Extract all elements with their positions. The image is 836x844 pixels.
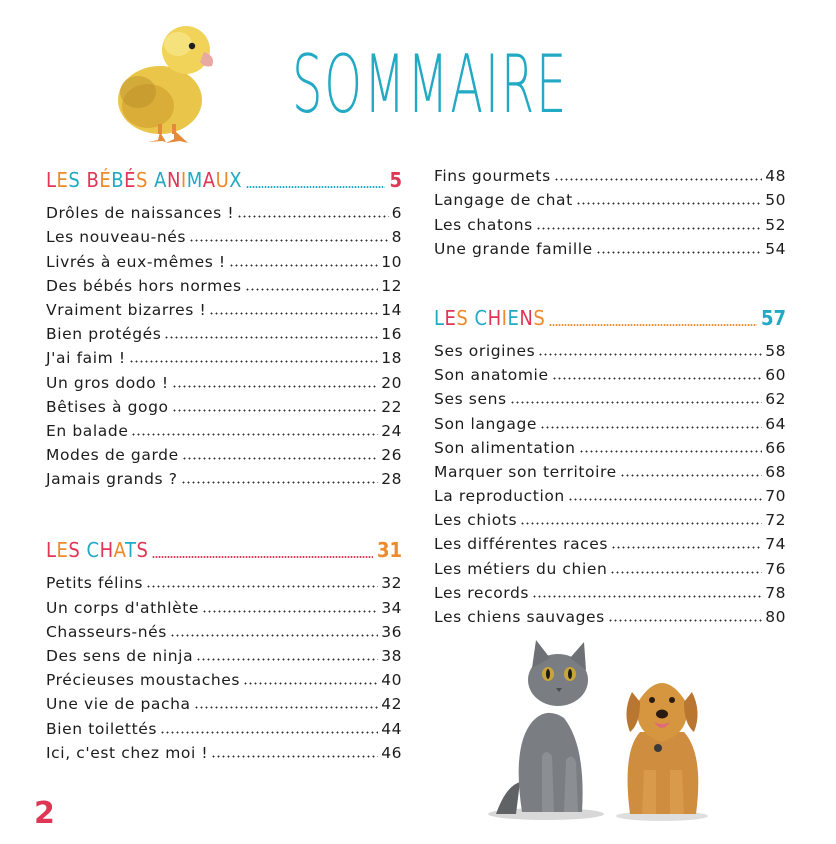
section-title-letter: H — [99, 538, 114, 563]
section-title-letter: I — [501, 305, 508, 330]
leader-dots — [209, 312, 378, 315]
toc-entry-label: Ses origines — [434, 341, 536, 360]
section-page: 57 — [760, 305, 786, 330]
toc-entry[interactable] — [46, 739, 402, 763]
toc-entry-label: Les records — [434, 583, 530, 602]
toc-entry-label: Un gros dodo ! — [46, 373, 169, 392]
leader-dots — [131, 433, 378, 436]
toc-entry-label: Petits félins — [46, 574, 144, 593]
toc-entry-page: 24 — [381, 421, 402, 440]
leader-dots — [194, 706, 379, 709]
section-title-letter: B — [86, 168, 100, 192]
toc-entry-label: Jamais grands ? — [46, 470, 178, 489]
toc-entry-page: 70 — [765, 487, 786, 506]
toc-entry-label: Les nouveau-nés — [46, 228, 187, 247]
section-title-letter: E — [444, 305, 457, 330]
cat-illustration — [486, 636, 616, 822]
section-title-letter: É — [124, 168, 136, 192]
toc-entry[interactable] — [46, 368, 402, 392]
toc-entry-page: 18 — [381, 349, 402, 368]
leader-dots — [172, 409, 379, 412]
section-title-letter: E — [56, 538, 69, 563]
toc-right-column — [434, 162, 786, 627]
toc-entry[interactable] — [46, 344, 402, 368]
leader-dots — [196, 658, 378, 661]
section-title — [46, 539, 148, 561]
toc-entry-page: 28 — [381, 470, 402, 489]
toc-entry-page: 12 — [381, 276, 402, 295]
toc-entry-label: Ici, c'est chez moi ! — [46, 743, 209, 762]
toc-entry[interactable] — [46, 199, 402, 223]
toc-entry[interactable] — [434, 554, 786, 578]
toc-entry-label: Un corps d'athlète — [46, 598, 200, 617]
toc-entry-label: Drôles de naissances ! — [46, 204, 235, 223]
toc-entry-label: La reproduction — [434, 487, 565, 506]
toc-entry-page: 42 — [381, 695, 402, 714]
leader-dots — [568, 498, 762, 501]
leader-dots — [532, 595, 762, 598]
toc-entry-page: 64 — [765, 414, 786, 433]
toc-entry[interactable] — [434, 506, 786, 530]
section-title-letter: E — [507, 305, 520, 330]
entries-bebes-animaux — [46, 199, 402, 489]
section-title-letter: S — [68, 538, 87, 563]
toc-entry[interactable] — [46, 593, 402, 617]
leader-dots — [536, 227, 762, 230]
toc-entry-page: 8 — [391, 228, 402, 247]
leader-dots — [246, 186, 385, 188]
toc-entry-page: 68 — [765, 462, 786, 481]
toc-entry[interactable] — [434, 603, 786, 627]
toc-entry[interactable] — [434, 434, 786, 458]
leader-dots — [237, 215, 388, 218]
toc-entry-page: 62 — [765, 390, 786, 409]
leader-dots — [520, 522, 762, 525]
toc-entry-label: Les chiots — [434, 511, 518, 530]
toc-entry-label: Livrés à eux-mêmes ! — [46, 252, 226, 271]
section-title-letter: S — [136, 538, 149, 563]
leader-dots — [129, 360, 379, 363]
section-title-letter: N — [519, 305, 534, 330]
toc-entry[interactable] — [434, 186, 786, 210]
toc-entry-page: 32 — [381, 574, 402, 593]
leader-dots — [510, 401, 763, 404]
toc-entry[interactable] — [46, 714, 402, 738]
toc-entry[interactable] — [434, 482, 786, 506]
section-page: 5 — [389, 168, 402, 192]
toc-entry[interactable] — [46, 320, 402, 344]
toc-entry-label: Les métiers du chien — [434, 559, 608, 578]
entries-chiens — [434, 337, 786, 627]
leader-dots — [229, 264, 379, 267]
leader-dots — [172, 385, 379, 388]
toc-entry[interactable] — [434, 579, 786, 603]
toc-entry-page: 10 — [381, 252, 402, 271]
toc-entry-label: Les différentes races — [434, 535, 609, 554]
toc-entry-label: Modes de garde — [46, 446, 179, 465]
toc-entry[interactable] — [46, 465, 402, 489]
toc-entry-label: Ses sens — [434, 390, 507, 409]
section-title-letter: I — [180, 168, 187, 192]
toc-entry-label: Langage de chat — [434, 191, 573, 210]
section-title-letter: L — [46, 538, 57, 563]
toc-entry[interactable] — [46, 417, 402, 441]
leader-dots — [152, 556, 373, 558]
toc-entry-page: 14 — [381, 300, 402, 319]
toc-entry[interactable] — [434, 530, 786, 554]
toc-left-column — [46, 163, 402, 763]
toc-entry-label: Chasseurs-nés — [46, 622, 167, 641]
leader-dots — [189, 239, 389, 242]
toc-entry-page: 74 — [765, 535, 786, 554]
section-title-letter: S — [68, 168, 87, 192]
toc-entry-label: Son alimentation — [434, 438, 576, 457]
leader-dots — [538, 353, 762, 356]
section-title-letter: S — [533, 305, 546, 330]
section-title — [46, 169, 242, 191]
section-header-chiens[interactable] — [434, 301, 786, 329]
leader-dots — [596, 251, 762, 254]
section-title-letter: A — [154, 168, 167, 192]
toc-entry-label: Marquer son territoire — [434, 462, 617, 481]
section-title-letter: X — [229, 168, 243, 192]
leader-dots — [170, 634, 378, 637]
toc-entry-page: 48 — [765, 167, 786, 186]
leader-dots — [245, 288, 379, 291]
section-header-chats[interactable] — [46, 533, 402, 561]
toc-entry-label: Précieuses moustaches — [46, 671, 241, 690]
toc-entry-page: 80 — [765, 608, 786, 626]
toc-entry-page: 38 — [381, 647, 402, 665]
section-title-letter: A — [113, 538, 125, 563]
toc-entry-page: 46 — [381, 743, 402, 762]
toc-entry[interactable] — [434, 337, 786, 361]
toc-entry-label: Son anatomie — [434, 366, 549, 385]
section-page: 31 — [376, 538, 402, 563]
toc-entry-label: Des bébés hors normes — [46, 276, 242, 295]
toc-entry-page: 50 — [765, 191, 786, 210]
leader-dots — [554, 178, 763, 181]
section-title — [434, 307, 545, 329]
leader-dots — [610, 571, 762, 574]
toc-entry[interactable] — [434, 409, 786, 433]
section-title-letter: S — [135, 168, 155, 192]
entries-chats-continued — [434, 162, 786, 259]
section-title-letter: A — [202, 168, 216, 192]
toc-entry-page: 20 — [381, 373, 402, 392]
leader-dots — [608, 619, 762, 622]
toc-entry-page: 52 — [765, 215, 786, 234]
toc-entry-page: 66 — [765, 438, 786, 457]
leader-dots — [243, 682, 378, 685]
toc-entry-page: 22 — [381, 397, 402, 416]
toc-entry-label: Son langage — [434, 414, 538, 433]
section-title-letter: L — [434, 305, 445, 330]
toc-entry[interactable] — [46, 690, 402, 714]
leader-dots — [540, 426, 762, 429]
leader-dots — [146, 585, 378, 588]
toc-entry[interactable] — [434, 235, 786, 259]
section-title-letter: É — [99, 168, 112, 192]
leader-dots — [164, 336, 378, 339]
page-title: SOMMAIRE — [292, 38, 569, 131]
toc-entry-label: En balade — [46, 421, 129, 440]
leader-dots — [181, 481, 379, 484]
leader-dots — [576, 202, 762, 205]
toc-entry-label: Vraiment bizarres ! — [46, 300, 207, 319]
toc-entry-label: Des sens de ninja — [46, 647, 194, 665]
section-title-letter: N — [166, 168, 181, 192]
toc-entry-page: 58 — [765, 341, 786, 360]
toc-entry-page: 44 — [381, 719, 402, 738]
toc-entry-page: 72 — [765, 511, 786, 530]
section-title-letter: B — [111, 168, 125, 192]
leader-dots — [160, 731, 378, 734]
toc-entry-page: 16 — [381, 325, 402, 344]
toc-entry-page: 54 — [765, 239, 786, 258]
toc-entry[interactable] — [46, 247, 402, 271]
toc-entry-label: Bien protégés — [46, 325, 162, 344]
toc-entry-label: Les chatons — [434, 215, 533, 234]
dog-illustration — [612, 662, 712, 822]
toc-entry[interactable] — [46, 618, 402, 642]
toc-entry[interactable] — [46, 272, 402, 296]
section-title-letter: C — [86, 538, 100, 563]
leader-dots — [552, 377, 763, 380]
section-title-letter: L — [46, 168, 57, 192]
toc-entry-label: Bien toilettés — [46, 719, 158, 738]
toc-entry[interactable] — [434, 458, 786, 482]
leader-dots — [182, 457, 379, 460]
leader-dots — [579, 450, 763, 453]
toc-entry-page: 40 — [381, 671, 402, 690]
toc-entry-label: Une vie de pacha — [46, 695, 191, 714]
toc-entry-page: 60 — [765, 366, 786, 385]
leader-dots — [611, 546, 762, 549]
toc-entry-page: 76 — [765, 559, 786, 578]
section-header-bebes-animaux[interactable] — [46, 163, 402, 191]
page-number: 2 — [34, 796, 55, 831]
toc-entry[interactable] — [46, 296, 402, 320]
section-title-letter: S — [456, 305, 475, 330]
toc-entry-label: J'ai faim ! — [46, 349, 126, 368]
toc-entry-page: 6 — [391, 204, 402, 223]
leader-dots — [549, 324, 757, 326]
toc-entry[interactable] — [434, 361, 786, 385]
toc-entry[interactable] — [46, 569, 402, 593]
leader-dots — [211, 755, 378, 758]
section-title-letter: T — [124, 538, 137, 563]
entries-chats — [46, 569, 402, 763]
section-title-letter: E — [56, 168, 69, 192]
section-title-letter: U — [215, 168, 230, 192]
leader-dots — [202, 610, 378, 613]
toc-entry-label: Une grande famille — [434, 239, 593, 258]
toc-entry-label: Les chiens sauvages — [434, 608, 605, 626]
toc-entry[interactable] — [434, 162, 786, 186]
section-title-letter: H — [487, 305, 502, 330]
toc-entry[interactable] — [46, 642, 402, 666]
toc-entry[interactable] — [434, 210, 786, 234]
toc-entry[interactable] — [46, 223, 402, 247]
toc-entry[interactable] — [434, 385, 786, 409]
toc-entry-page: 78 — [765, 583, 786, 602]
leader-dots — [620, 474, 762, 477]
toc-entry[interactable] — [46, 666, 402, 690]
toc-entry-label: Fins gourmets — [434, 167, 551, 186]
section-title-letter: M — [186, 168, 203, 192]
toc-entry[interactable] — [46, 441, 402, 465]
duckling-illustration — [108, 14, 218, 144]
toc-entry-page: 34 — [381, 598, 402, 617]
toc-entry-page: 36 — [381, 622, 402, 641]
section-title-letter: C — [474, 305, 488, 330]
toc-entry-label: Bêtises à gogo — [46, 397, 169, 416]
toc-entry-page: 26 — [381, 446, 402, 465]
toc-entry[interactable] — [46, 393, 402, 417]
